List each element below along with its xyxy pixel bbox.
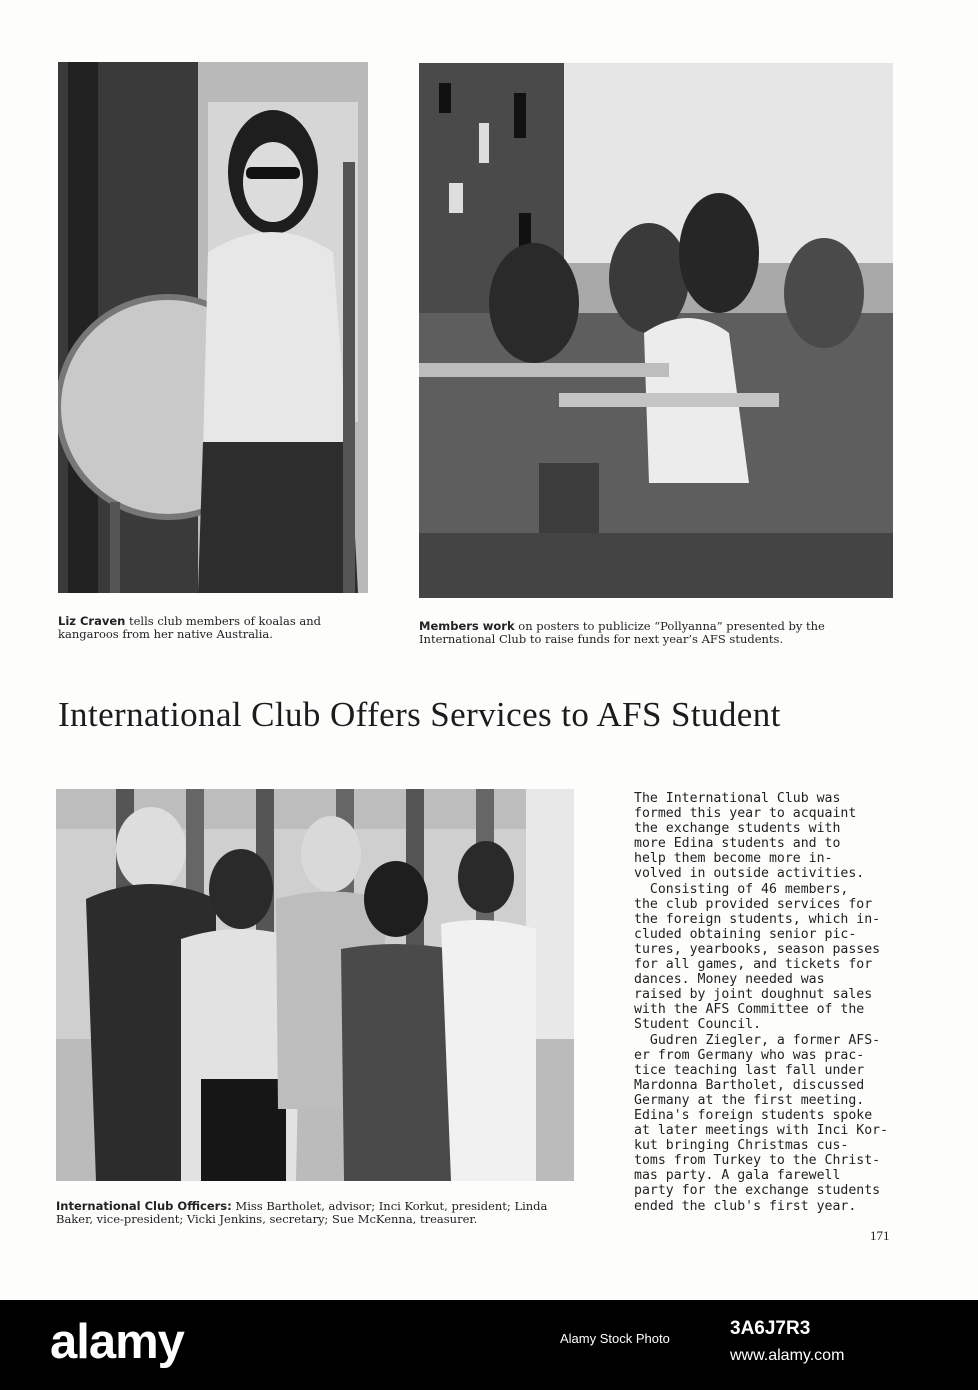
article-line: more Edina students and to [634,836,841,852]
article-line: er from Germany who was prac- [634,1047,865,1063]
article-line: kut bringing Christmas cus- [634,1138,849,1154]
caption-club-officers: International Club Officers: Miss Bartholet, advisor; Inci Korkut, president; Linda Baker, vice-president; Vicki Jenkins, secretary; Sue McKenna, treasurer. [56,1199,548,1226]
article-line: at later meetings with Inci Kor- [634,1123,889,1139]
alamy-logo: alamy [50,1315,184,1369]
article-line: for all games, and tickets for [634,957,873,973]
article-line: Student Council. [634,1017,762,1033]
article-line: party for the exchange students [634,1183,881,1199]
watermark-url: www.alamy.com [730,1347,845,1364]
article-line: mas party. A gala farewell [634,1168,841,1184]
page-headline: International Club Offers Services to AFS Student [58,695,781,734]
article-line: help them become more in- [634,851,833,867]
article-line: Edina's foreign students spoke [634,1107,873,1123]
article-line: with the AFS Committee of the [634,1002,865,1018]
article-line: volved in outside activities. [634,866,865,882]
article-line: formed this year to acquaint [634,806,857,822]
article-line: cluded obtaining senior pic- [634,926,857,942]
article-line: toms from Turkey to the Christ- [634,1153,881,1169]
article-line: tures, yearbooks, season passes [634,941,881,957]
article-line: tice teaching last fall under [634,1062,865,1078]
article-line: Gudren Ziegler, a former AFS- [634,1032,881,1048]
watermark-label: Alamy Stock Photo [560,1331,670,1346]
image-code: 3A6J7R3 [730,1318,811,1339]
photo-club-officers [56,789,574,1181]
page-number: 171 [870,1228,890,1243]
article-line: the exchange students with [634,821,841,837]
caption-members-work: Members work on posters to publicize “Pollyanna” presented by the International Club to raise funds for next year’s AFS students. [419,619,825,646]
article-line: the club provided services for [634,896,873,912]
photo-members-work [419,63,893,598]
article-line: ended the club's first year. [634,1198,857,1214]
caption-liz-craven: Liz Craven tells club members of koalas and kangaroos from her native Australia. [58,614,322,641]
article-line: dances. Money needed was [634,972,825,988]
article-line: Germany at the first meeting. [634,1092,865,1108]
article-line: Mardonna Bartholet, discussed [634,1077,865,1093]
article-body [634,791,896,1214]
article-line: The International Club was [634,791,841,806]
article-line: raised by joint doughnut sales [634,987,873,1003]
article-line: Consisting of 46 members, [634,881,849,897]
photo-liz-craven [58,62,368,593]
article-line: the foreign students, which in- [634,911,881,927]
